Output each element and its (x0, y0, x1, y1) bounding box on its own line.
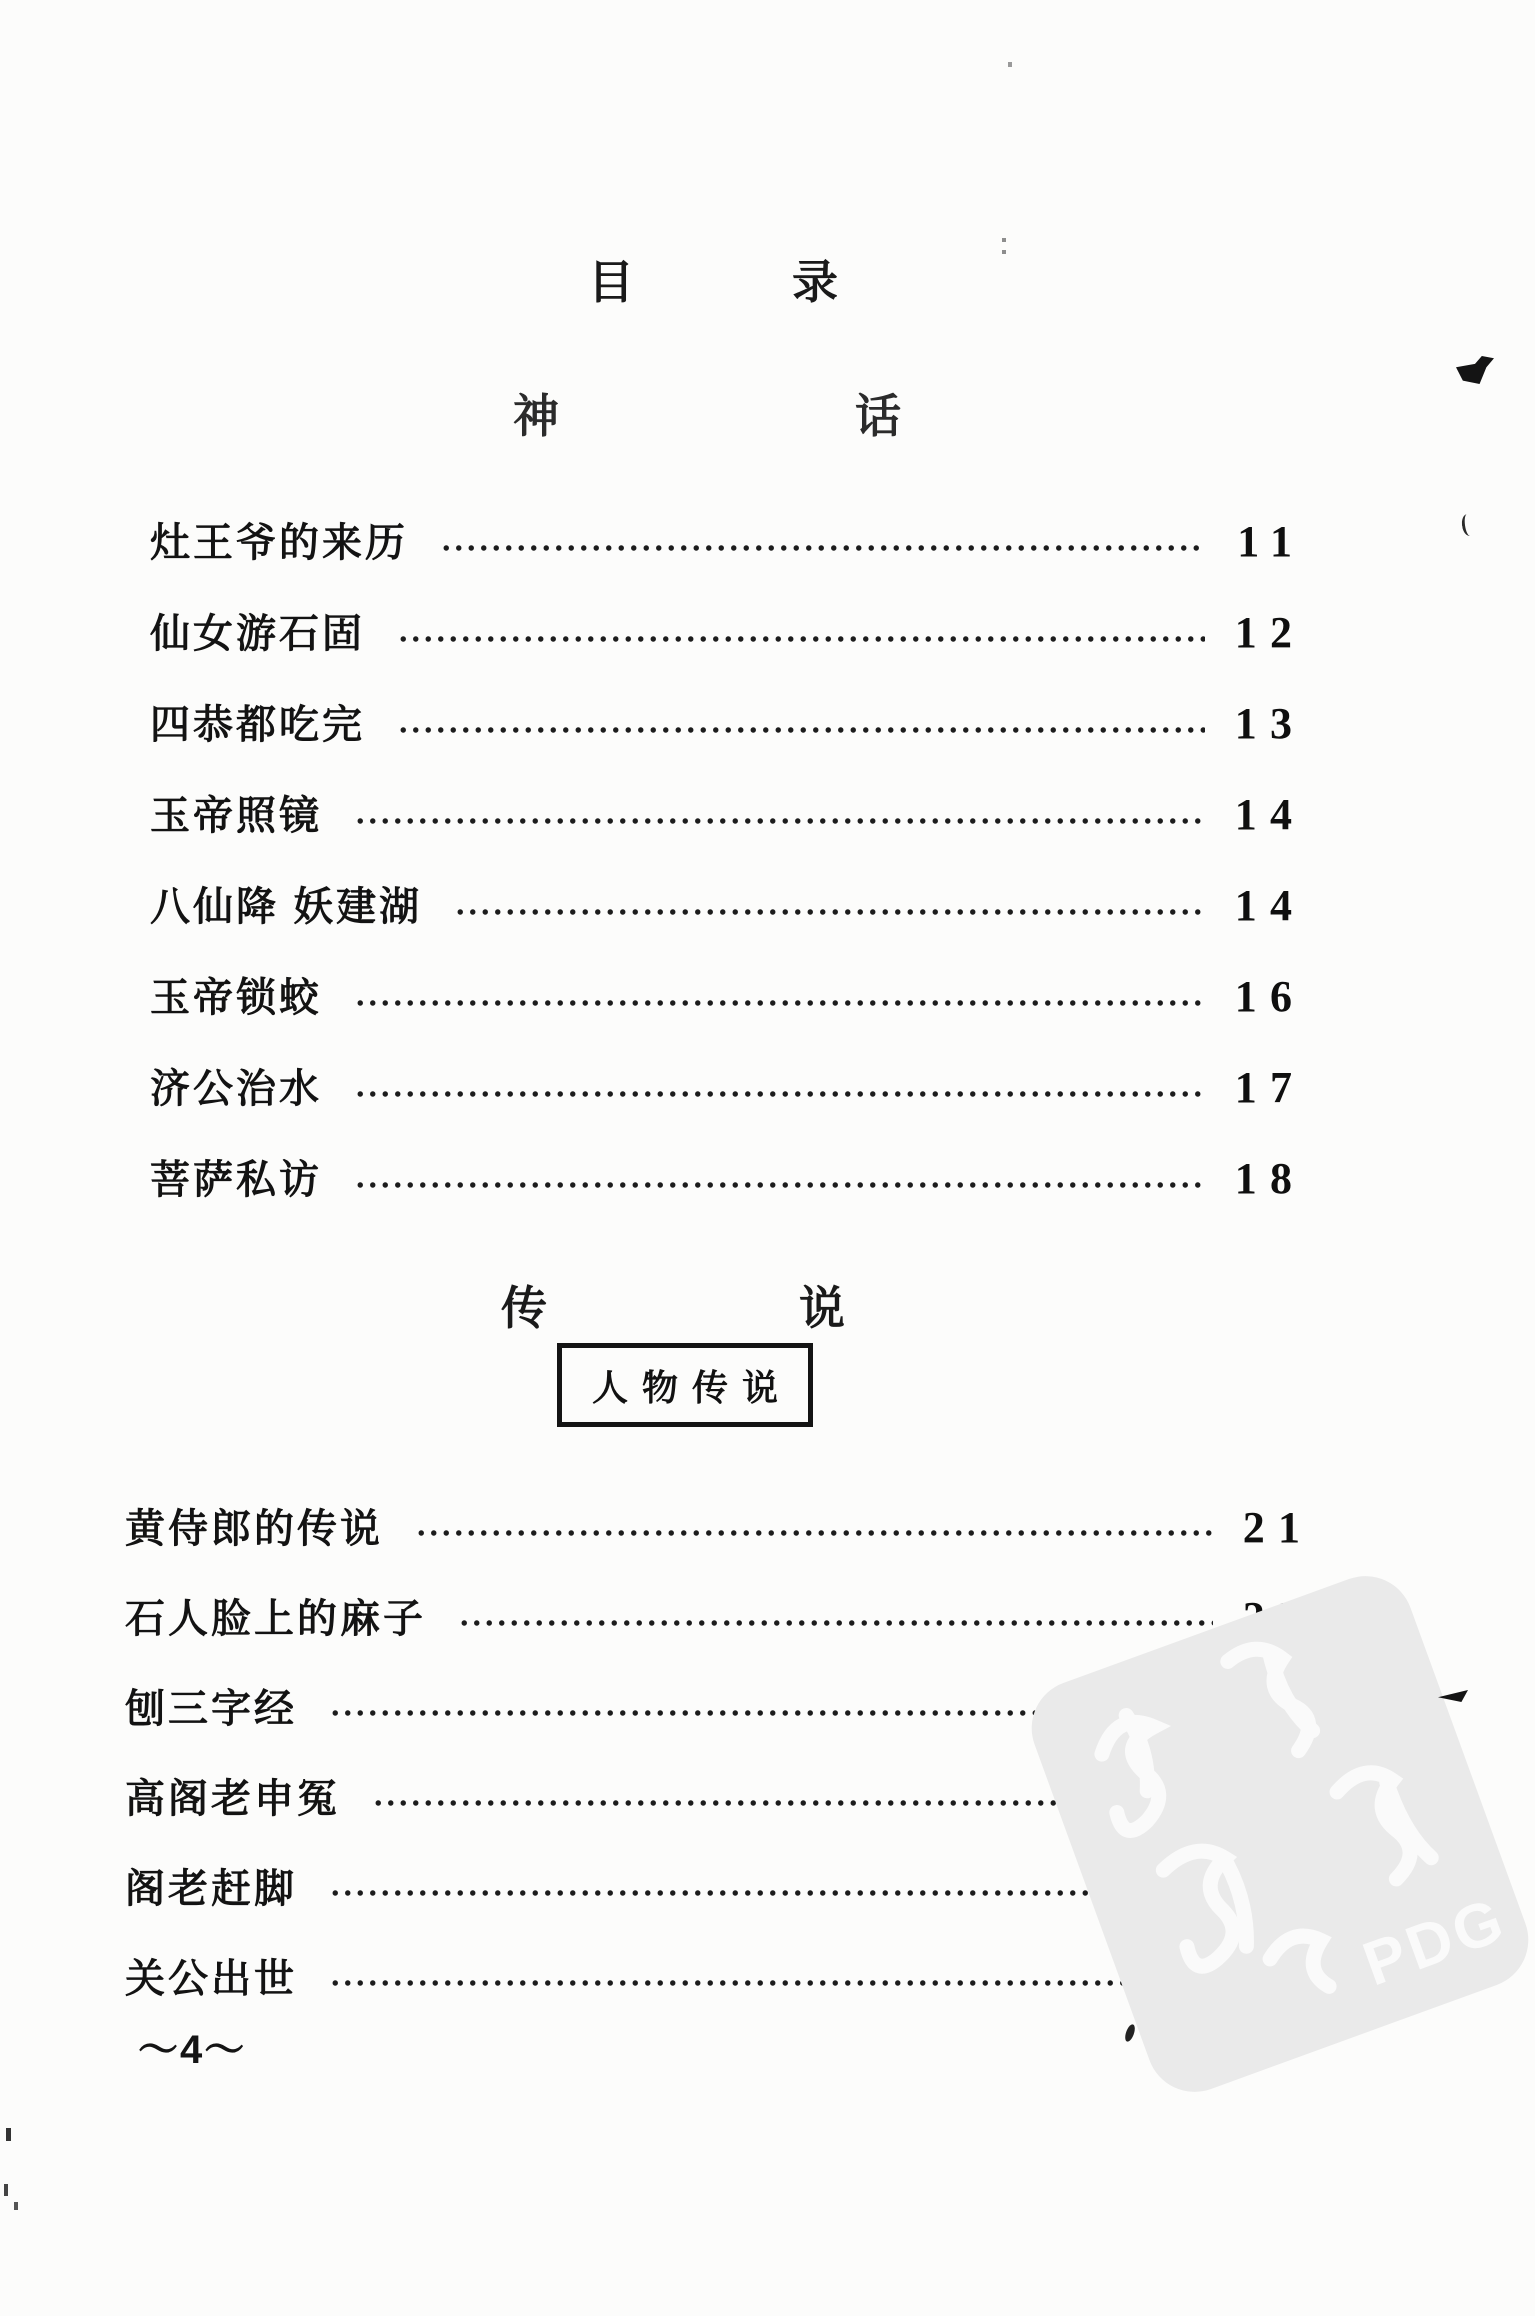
page-title-char: 录 (792, 256, 838, 308)
subsection-box-label: 人物传说 (591, 1366, 792, 1408)
dotted-leader (354, 1179, 1205, 1191)
ink-speck (4, 2184, 8, 2196)
footer-page-number: ～4～ (138, 2028, 247, 2072)
dotted-leader (415, 1527, 1213, 1539)
dotted-leader (397, 633, 1205, 645)
dotted-leader (329, 1977, 1213, 1989)
dotted-leader (354, 815, 1205, 827)
section-heading-char: 话 (855, 390, 901, 442)
section-heading-mythology (513, 380, 901, 446)
ink-speck (6, 2128, 11, 2141)
toc-entry-title: 济公治水 (150, 1067, 322, 1111)
toc-entry-title: 刨三字经 (125, 1686, 297, 1731)
toc-entry (150, 494, 1306, 585)
toc-entry-title: 四恭都吃完 (150, 703, 365, 747)
ink-blot (1456, 356, 1494, 384)
toc-entry-title: 玉帝照镜 (150, 794, 322, 838)
toc-entry (150, 585, 1306, 676)
section-heading-char: 说 (799, 1282, 845, 1334)
section-heading-char: 传 (501, 1282, 547, 1334)
subsection-box-character-legends (557, 1343, 813, 1427)
ink-speck (1124, 2023, 1136, 2042)
toc-entry-title: 阁老赶脚 (125, 1866, 297, 1911)
toc-entry (150, 858, 1306, 949)
dotted-leader (458, 1617, 1213, 1629)
pdg-watermark-text: PDG (1354, 1884, 1516, 2000)
ink-speck (1002, 238, 1006, 242)
dotted-leader (454, 906, 1205, 918)
toc-list-mythology (150, 494, 1306, 1222)
toc-entry-page: 12 (1234, 608, 1306, 657)
toc-entry-title: 关公出世 (125, 1956, 297, 2001)
toc-entry-page: 21 (1242, 1502, 1314, 1552)
dotted-leader (440, 542, 1205, 554)
ink-speck (14, 2202, 18, 2210)
toc-entry-page: 16 (1234, 972, 1306, 1021)
toc-entry-page: 18 (1234, 1154, 1306, 1203)
toc-entry-title: 灶王爷的来历 (150, 521, 408, 565)
toc-entry (125, 1480, 1314, 1570)
page-title-char: 目 (588, 256, 634, 308)
section-heading-legends (501, 1272, 845, 1338)
page-title (588, 246, 838, 312)
toc-entry (125, 1570, 1300, 1660)
toc-entry-title: 黄侍郎的传说 (125, 1506, 383, 1551)
ink-speck (1461, 513, 1477, 537)
toc-entry-page: 13 (1234, 699, 1306, 748)
toc-entry-page: 11 (1237, 517, 1306, 566)
toc-entry-title: 玉帝锁蛟 (150, 976, 322, 1020)
toc-entry (150, 949, 1306, 1040)
toc-entry-page: 17 (1234, 1063, 1306, 1112)
toc-entry-title: 高阁老申冤 (125, 1776, 340, 1821)
ink-speck (1008, 62, 1012, 67)
toc-entry (150, 1131, 1306, 1222)
dotted-leader (329, 1887, 1213, 1899)
toc-entry (150, 676, 1306, 767)
dotted-leader (354, 1088, 1205, 1100)
section-heading-char: 神 (513, 390, 559, 442)
toc-entry-title: 菩萨私访 (150, 1158, 322, 1202)
toc-entry-page: 14 (1234, 790, 1306, 839)
toc-entry-title: 八仙降 妖建湖 (150, 885, 423, 929)
toc-entry-title: 仙女游石固 (150, 612, 365, 656)
toc-entry-page: 14 (1234, 881, 1306, 930)
toc-entry (150, 1040, 1306, 1131)
dotted-leader (397, 724, 1205, 736)
toc-entry-title: 石人脸上的麻子 (125, 1596, 426, 1641)
dotted-leader (354, 997, 1205, 1009)
toc-entry (150, 767, 1306, 858)
